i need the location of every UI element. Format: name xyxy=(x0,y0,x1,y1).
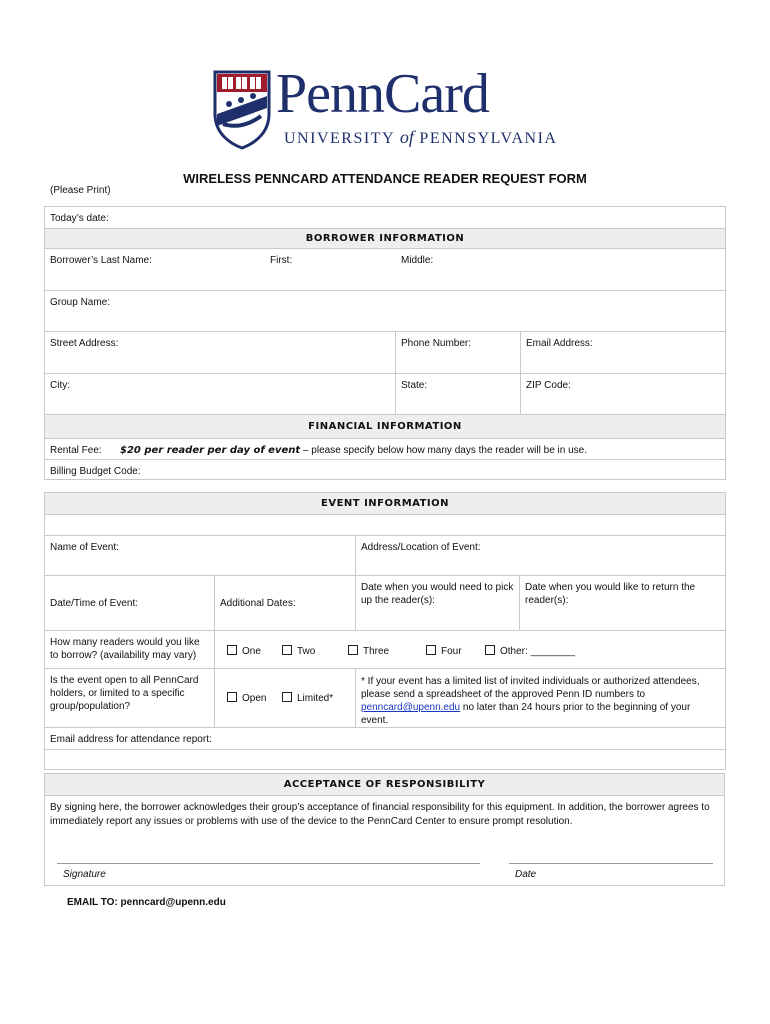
checkbox-open[interactable] xyxy=(227,692,237,702)
option-one-label: One xyxy=(242,646,261,657)
penncard-email-link[interactable]: penncard@upenn.edu xyxy=(361,702,461,713)
last-name-label: Borrower’s Last Name: xyxy=(50,255,152,266)
checkbox-one[interactable] xyxy=(227,645,237,655)
limited-note-text: * If your event has a limited list of invited individuals or authorized attendees, please send a spreadsheet of the approved Penn ID numbers to xyxy=(361,676,700,700)
phone-number-label: Phone Number: xyxy=(401,338,472,349)
borrower-name-row xyxy=(45,249,726,291)
please-print-note: (Please Print) xyxy=(50,185,111,196)
pickup-date-label: Date when you would need to pick up the reader(s): xyxy=(361,582,514,606)
attendance-email-field[interactable] xyxy=(45,728,726,750)
group-name-label: Group Name: xyxy=(50,297,111,308)
borrower-financial-table xyxy=(44,206,726,480)
acceptance-body xyxy=(45,796,725,886)
financial-section-heading: FINANCIAL INFORMATION xyxy=(45,415,726,439)
checkbox-limited[interactable] xyxy=(282,692,292,702)
street-address-field[interactable] xyxy=(45,332,396,374)
logo-subtitle-pre: UNIVERSITY xyxy=(284,130,395,147)
zip-code-label: ZIP Code: xyxy=(526,380,571,391)
penn-shield-icon xyxy=(213,70,271,150)
todays-date-field[interactable] xyxy=(45,207,726,229)
signature-label: Signature xyxy=(63,869,106,880)
event-location-label: Address/Location of Event: xyxy=(361,542,481,553)
event-section-heading: EVENT INFORMATION xyxy=(45,493,726,515)
logo-subtitle-of: of xyxy=(399,127,414,147)
return-date-label: Date when you would like to return the reader(s): xyxy=(525,582,696,606)
option-open-label: Open xyxy=(242,693,267,704)
option-open[interactable] xyxy=(227,692,266,705)
first-name-label: First: xyxy=(270,255,293,266)
option-two-label: Two xyxy=(297,646,316,657)
event-open-options xyxy=(215,669,356,728)
attendance-email-label: Email address for attendance report: xyxy=(50,734,212,745)
checkbox-other[interactable] xyxy=(485,645,495,655)
middle-name-label: Middle: xyxy=(401,255,434,266)
event-name-field[interactable] xyxy=(45,536,356,576)
option-limited[interactable] xyxy=(282,692,333,705)
event-datetime-label: Date/Time of Event: xyxy=(50,597,138,609)
street-address-label: Street Address: xyxy=(50,338,119,349)
state-label: State: xyxy=(401,380,428,391)
event-open-question: Is the event open to all PennCard holders, or limited to a specific group/population? xyxy=(45,669,215,728)
acceptance-table xyxy=(44,773,725,886)
date-label: Date xyxy=(515,869,537,880)
option-other[interactable] xyxy=(485,645,575,658)
email-address-label: Email Address: xyxy=(526,338,593,349)
event-location-field[interactable] xyxy=(356,536,726,576)
date-line[interactable] xyxy=(509,863,713,881)
city-label: City: xyxy=(50,380,70,391)
event-name-label: Name of Event: xyxy=(50,542,119,553)
signature-line[interactable] xyxy=(57,863,480,881)
rental-fee-row xyxy=(45,439,726,460)
logo-title: PennCard xyxy=(276,63,489,125)
acceptance-text: By signing here, the borrower acknowledges their group’s acceptance of financial responsibility for this equipment. In addition, the borrower agrees to immediately report any issues or problems with use of the device to the PennCard Center to ensure prompt resolution. xyxy=(50,802,710,827)
borrower-section-heading: BORROWER INFORMATION xyxy=(45,229,726,249)
event-spacer-row xyxy=(45,515,726,536)
option-other-label: Other: ________ xyxy=(500,646,576,657)
additional-dates-label: Additional Dates: xyxy=(220,597,296,609)
zip-code-field[interactable] xyxy=(521,374,726,415)
additional-dates-field[interactable] xyxy=(215,576,356,631)
event-datetime-field[interactable] xyxy=(45,576,215,631)
checkbox-four[interactable] xyxy=(426,645,436,655)
return-date-field[interactable] xyxy=(520,576,726,631)
option-limited-label: Limited* xyxy=(297,693,334,704)
logo-subtitle-post: PENNSYLVANIA xyxy=(419,130,558,147)
limited-event-note xyxy=(356,669,726,728)
checkbox-three[interactable] xyxy=(348,645,358,655)
city-field[interactable] xyxy=(45,374,396,415)
acceptance-section-heading: ACCEPTANCE OF RESPONSIBILITY xyxy=(45,774,725,796)
option-three[interactable] xyxy=(348,645,389,658)
checkbox-two[interactable] xyxy=(282,645,292,655)
reader-count-question: How many readers would you like to borrow? (availability may vary) xyxy=(45,631,215,669)
reader-count-options xyxy=(215,631,726,669)
rental-fee-note: – please specify below how many days the reader will be in use. xyxy=(300,445,587,456)
rental-fee-label: Rental Fee: xyxy=(50,445,102,456)
email-to-note: EMAIL TO: penncard@upenn.edu xyxy=(67,897,226,908)
event-table xyxy=(44,492,726,770)
email-address-field[interactable] xyxy=(521,332,726,374)
option-four-label: Four xyxy=(441,646,462,657)
pickup-date-field[interactable] xyxy=(356,576,520,631)
option-three-label: Three xyxy=(363,646,390,657)
group-name-field[interactable] xyxy=(45,291,726,332)
rental-fee-amount: $20 per reader per day of event xyxy=(120,445,301,456)
event-blank-row xyxy=(45,750,726,770)
state-field[interactable] xyxy=(396,374,521,415)
billing-budget-code-field[interactable] xyxy=(45,460,726,480)
phone-number-field[interactable] xyxy=(396,332,521,374)
limited-note-tail: no later than 24 hours prior to the beginning of your event. xyxy=(361,702,691,726)
option-two[interactable] xyxy=(282,645,315,658)
billing-budget-code-label: Billing Budget Code: xyxy=(50,466,141,477)
logo-subtitle xyxy=(284,127,557,149)
option-one[interactable] xyxy=(227,645,261,658)
form-title: WIRELESS PENNCARD ATTENDANCE READER REQUEST FORM xyxy=(183,171,587,186)
option-four[interactable] xyxy=(426,645,462,658)
todays-date-label: Today’s date: xyxy=(50,213,109,224)
